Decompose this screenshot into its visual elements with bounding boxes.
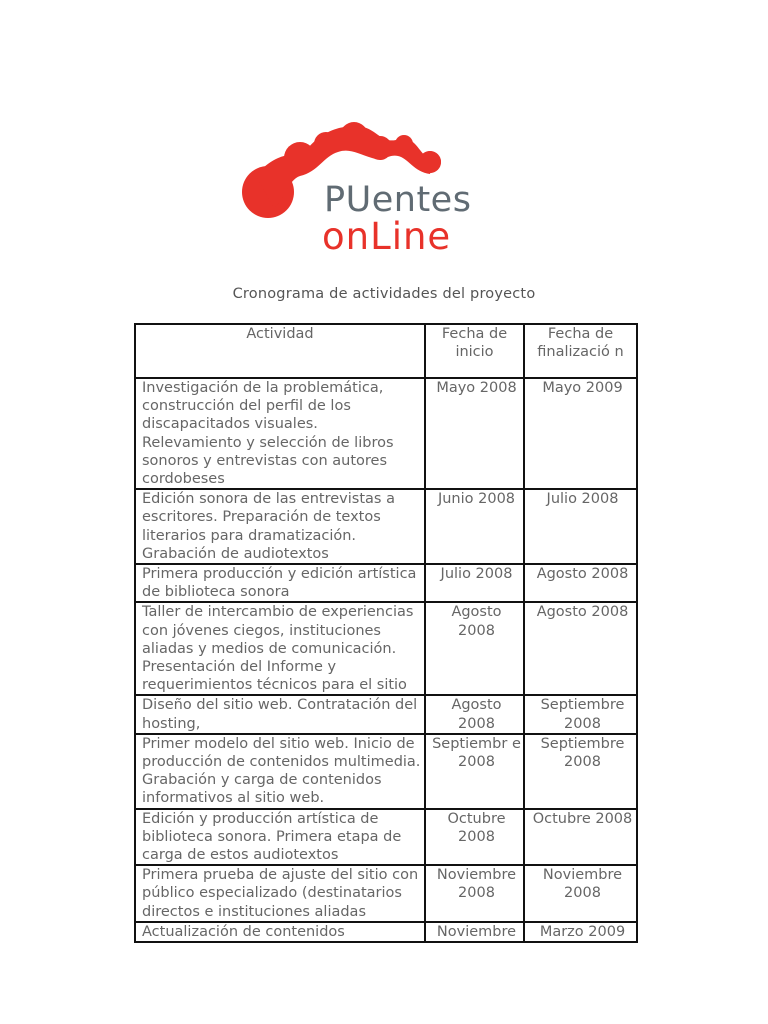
- table-header-row: [135, 324, 637, 378]
- end-date-cell: Mayo 2009: [524, 378, 637, 489]
- start-date-cell: Octubre 2008: [425, 809, 524, 866]
- end-date-cell: Septiembre 2008: [524, 734, 637, 809]
- activity-cell: Primera prueba de ajuste del sitio con público especializado (destinatarios directos e instituciones aliadas: [135, 865, 425, 922]
- end-date-cell: Agosto 2008: [524, 564, 637, 602]
- end-date-cell: Marzo 2009: [524, 922, 637, 942]
- logo-text-online: onLine: [322, 215, 452, 258]
- end-date-cell: Octubre 2008: [524, 809, 637, 866]
- start-date-cell: Septiembr e 2008: [425, 734, 524, 809]
- header-activity: Actividad: [135, 324, 425, 378]
- table-row: [135, 865, 637, 922]
- start-date-cell: Agosto 2008: [425, 695, 524, 733]
- activity-cell: Diseño del sitio web. Contratación del hosting,: [135, 695, 425, 733]
- activity-cell: Taller de intercambio de experiencias con jóvenes ciegos, instituciones aliadas y medios de comunicación. Presentación del Informe y requerimientos técnicos para el sitio: [135, 602, 425, 695]
- logo-dot: [419, 151, 441, 173]
- table-row: [135, 602, 637, 695]
- end-date-cell: Agosto 2008: [524, 602, 637, 695]
- table-row: [135, 489, 637, 564]
- start-date-cell: Agosto 2008: [425, 602, 524, 695]
- start-date-cell: Noviembre 2008: [425, 865, 524, 922]
- start-date-cell: Mayo 2008: [425, 378, 524, 489]
- end-date-cell: Noviembre 2008: [524, 865, 637, 922]
- table-row: [135, 734, 637, 809]
- table-row: [135, 695, 637, 733]
- table-row: [135, 564, 637, 602]
- table-row: [135, 922, 637, 942]
- activity-cell: Edición sonora de las entrevistas a escritores. Preparación de textos literarios para dramatización. Grabación de audiotextos: [135, 489, 425, 564]
- activity-schedule-table: [134, 323, 638, 943]
- start-date-cell: Noviembre: [425, 922, 524, 942]
- end-date-cell: Septiembre 2008: [524, 695, 637, 733]
- end-date-cell: Julio 2008: [524, 489, 637, 564]
- document-title: Cronograma de actividades del proyecto: [232, 286, 536, 302]
- activity-cell: Investigación de la problemática, construcción del perfil de los discapacitados visuales. Relevamiento y selección de libros sonoros y entrevistas con autores cordobeses: [135, 378, 425, 489]
- activity-cell: Actualización de contenidos: [135, 922, 425, 942]
- logo-text-puentes: PUentes: [324, 180, 472, 220]
- table-row: [135, 378, 637, 489]
- activity-cell: Edición y producción artística de biblioteca sonora. Primera etapa de carga de estos audiotextos: [135, 809, 425, 866]
- activity-cell: Primer modelo del sitio web. Inicio de producción de contenidos multimedia. Grabación y carga de contenidos informativos al sitio web.: [135, 734, 425, 809]
- puentes-online-logo: [238, 118, 506, 268]
- start-date-cell: Julio 2008: [425, 564, 524, 602]
- start-date-cell: Junio 2008: [425, 489, 524, 564]
- table-row: [135, 809, 637, 866]
- activity-cell: Primera producción y edición artística de biblioteca sonora: [135, 564, 425, 602]
- header-end-date: Fecha de finalizació n: [524, 324, 637, 378]
- header-start-date: Fecha de inicio: [425, 324, 524, 378]
